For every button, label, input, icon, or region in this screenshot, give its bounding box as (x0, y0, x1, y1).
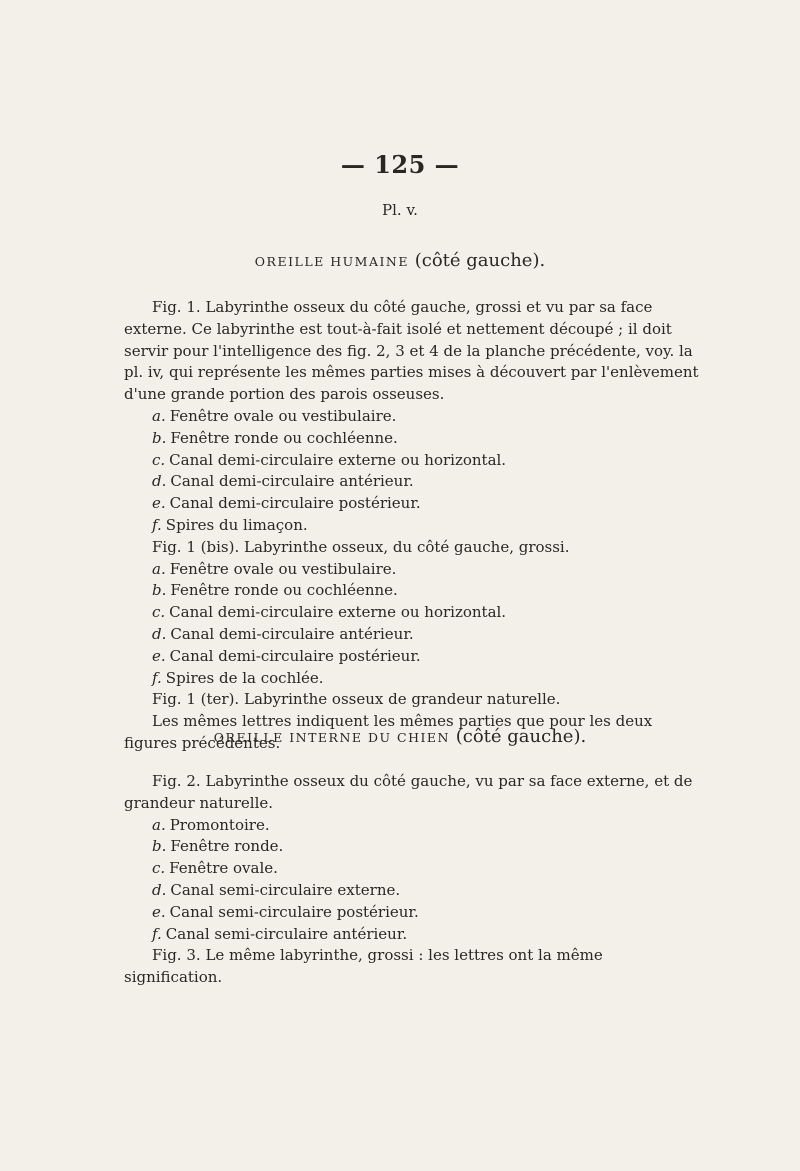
fig2-paragraph (124, 771, 704, 815)
heading-smallcaps: OREILLE HUMAINE (254, 254, 409, 269)
fig3-label: Fig. 3. (152, 946, 201, 965)
fig2-text: Labyrinthe osseux du côté gauche, vu par sa face externe, et de grandeur naturelle. (124, 772, 693, 812)
heading-smallcaps: OREILLE INTERNE DU CHIEN (213, 730, 450, 745)
list-item: c. Canal demi-circulaire externe ou horizontal. (152, 450, 507, 469)
list-item: e. Canal demi-circulaire postérieur. (152, 646, 421, 665)
fig1-label: Fig. 1. (152, 298, 201, 316)
list-item: a. Promontoire. (152, 815, 270, 834)
fig1bis-text: Labyrinthe osseux, du côté gauche, grossi. (244, 537, 570, 556)
fig1bis-legend-list (124, 559, 704, 690)
fig3-text: Le même labyrinthe, grossi : les lettres ont la même signification. (124, 946, 603, 987)
list-item: f. Spires du limaçon. (152, 515, 308, 534)
list-item: b. Fenêtre ronde. (152, 837, 284, 856)
fig1-paragraph (124, 297, 704, 406)
list-item: d. Canal demi-circulaire antérieur. (152, 624, 414, 643)
list-item: a. Fenêtre ovale ou vestibulaire. (152, 559, 397, 578)
list-item: d. Canal semi-circulaire externe. (152, 880, 401, 899)
list-item: b. Fenêtre ronde ou cochléenne. (152, 581, 398, 600)
list-item: f. Canal semi-circulaire antérieur. (152, 924, 408, 943)
section-heading-oreille-humaine (0, 250, 800, 271)
page-number: — 125 — (340, 150, 460, 179)
list-item: e. Canal demi-circulaire postérieur. (152, 494, 421, 513)
section2-body (124, 771, 704, 989)
section-heading-oreille-chien (0, 726, 800, 747)
fig1ter-text: Labyrinthe osseux de grandeur naturelle. (243, 690, 561, 709)
fig1bis-paragraph (124, 537, 704, 559)
list-item: b. Fenêtre ronde ou cochléenne. (152, 428, 398, 447)
list-item: c. Canal demi-circulaire externe ou horizontal. (152, 603, 507, 622)
fig2-legend-list (124, 815, 704, 946)
plate-label: Pl. v. (382, 201, 418, 219)
list-item: d. Canal demi-circulaire antérieur. (152, 472, 414, 491)
fig3-paragraph (124, 945, 704, 989)
list-item: e. Canal semi-circulaire postérieur. (152, 902, 419, 921)
fig2-label: Fig. 2. (152, 772, 201, 790)
note-paragraph: Les mêmes lettres indiquent les mêmes parties que pour les deux figures précédentes. (124, 712, 653, 752)
fig1ter-label: Fig. 1 (ter). (152, 690, 240, 709)
fig1bis-label: Fig. 1 (bis). (152, 537, 240, 556)
section1-body (124, 297, 704, 755)
fig1-text: Labyrinthe osseux du côté gauche, grossi et vu par sa face externe. Ce labyrinthe est tout-à-fait isolé et nettement découpé ; il doit servir pour l'intelligence des fig. 2, 3 et 4 de la planche précédente, voy. la pl. iv, qui représente les mêmes parties mises à découvert par l'enlèvement d'une grande portion des parois osseuses. (124, 298, 699, 404)
list-item: c. Fenêtre ovale. (152, 859, 278, 878)
fig1-legend-list (124, 406, 704, 537)
heading-rest: (côté gauche). (414, 250, 546, 271)
list-item: a. Fenêtre ovale ou vestibulaire. (152, 406, 397, 425)
heading-rest: (côté gauche). (455, 726, 587, 747)
list-item: f. Spires de la cochlée. (152, 668, 324, 687)
fig1ter-paragraph (124, 689, 704, 711)
